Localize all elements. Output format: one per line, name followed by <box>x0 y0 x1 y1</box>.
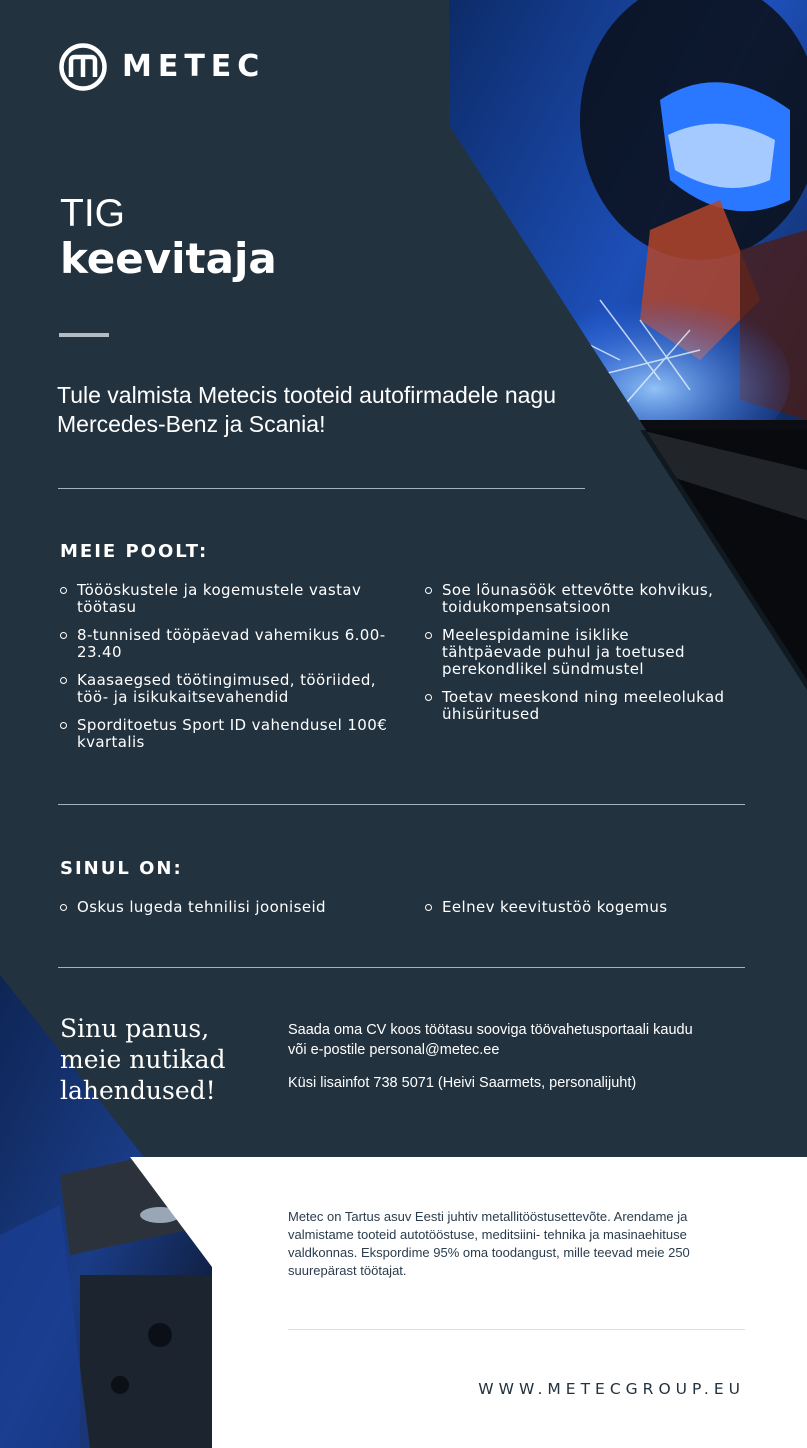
offer-list-right <box>425 582 725 734</box>
company-description: Metec on Tartus asuv Eesti juhtiv metallitööstusettevõte. Arendame ja valmistame tooteid autotööstuse, meditsiini- tehnika ja masinaehituse valdkonnas. Ekspordime 95% oma toodangust, mille teevad meie 250 suurepärast töötajat. <box>288 1209 690 1278</box>
website-link[interactable]: WWW.METECGROUP.EU <box>478 1380 745 1398</box>
bullet-icon <box>60 632 67 639</box>
list-item: Soe lõunasöök ettevõtte kohvikus, toidukompensatsioon <box>425 582 725 616</box>
metec-logo-icon <box>58 42 108 92</box>
bullet-icon <box>60 587 67 594</box>
offer-heading: MEIE POOLT: <box>60 541 209 562</box>
requirements-list-right <box>425 899 725 927</box>
divider <box>58 488 585 489</box>
job-title: keevitaja <box>60 234 277 283</box>
footer-divider <box>288 1329 745 1330</box>
list-item: 8-tunnised tööpäevad vahemikus 6.00-23.40 <box>60 627 400 661</box>
offer-list-left <box>60 582 400 762</box>
contact-info: Küsi lisainfot 738 5071 (Heivi Saarmets, personalijuht) <box>288 1075 637 1091</box>
bullet-icon <box>60 677 67 684</box>
list-item: Töööskustele ja kogemustele vastav töötasu <box>60 582 400 616</box>
bullet-icon <box>60 722 67 729</box>
bullet-icon <box>425 694 432 701</box>
list-item: Kaasaegsed töötingimused, tööriided, töö- ja isikukaitsevahendid <box>60 672 400 706</box>
apply-instructions: Saada oma CV koos töötasu sooviga töövahetusportaali kaudu või e-postile personal@metec.ee <box>288 1022 693 1058</box>
divider <box>58 804 745 805</box>
slogan: Sinu panus, meie nutikad lahendused! <box>60 1014 226 1105</box>
list-item: Oskus lugeda tehnilisi jooniseid <box>60 899 400 916</box>
brand-wordmark: METEC <box>122 49 266 84</box>
white-info-panel <box>0 1157 807 1448</box>
metec-logo <box>58 42 265 92</box>
bullet-icon <box>60 904 67 911</box>
bullet-icon <box>425 904 432 911</box>
list-item: Eelnev keevitustöö kogemus <box>425 899 725 916</box>
requirements-heading: SINUL ON: <box>60 858 183 879</box>
bullet-icon <box>425 632 432 639</box>
list-item: Toetav meeskond ning meeleolukad ühisüritused <box>425 689 725 723</box>
list-item: Meelespidamine isiklike tähtpäevade puhul ja toetused perekondlikel sündmustel <box>425 627 725 678</box>
divider <box>58 967 745 968</box>
bullet-icon <box>425 587 432 594</box>
intro-text: Tule valmista Metecis tooteid autofirmadele nagu Mercedes-Benz ja Scania! <box>57 382 557 437</box>
list-item: Sporditoetus Sport ID vahendusel 100€ kvartalis <box>60 717 400 751</box>
job-title-prefix: TIG <box>60 192 125 235</box>
title-divider <box>59 333 109 337</box>
requirements-list-left <box>60 899 400 927</box>
